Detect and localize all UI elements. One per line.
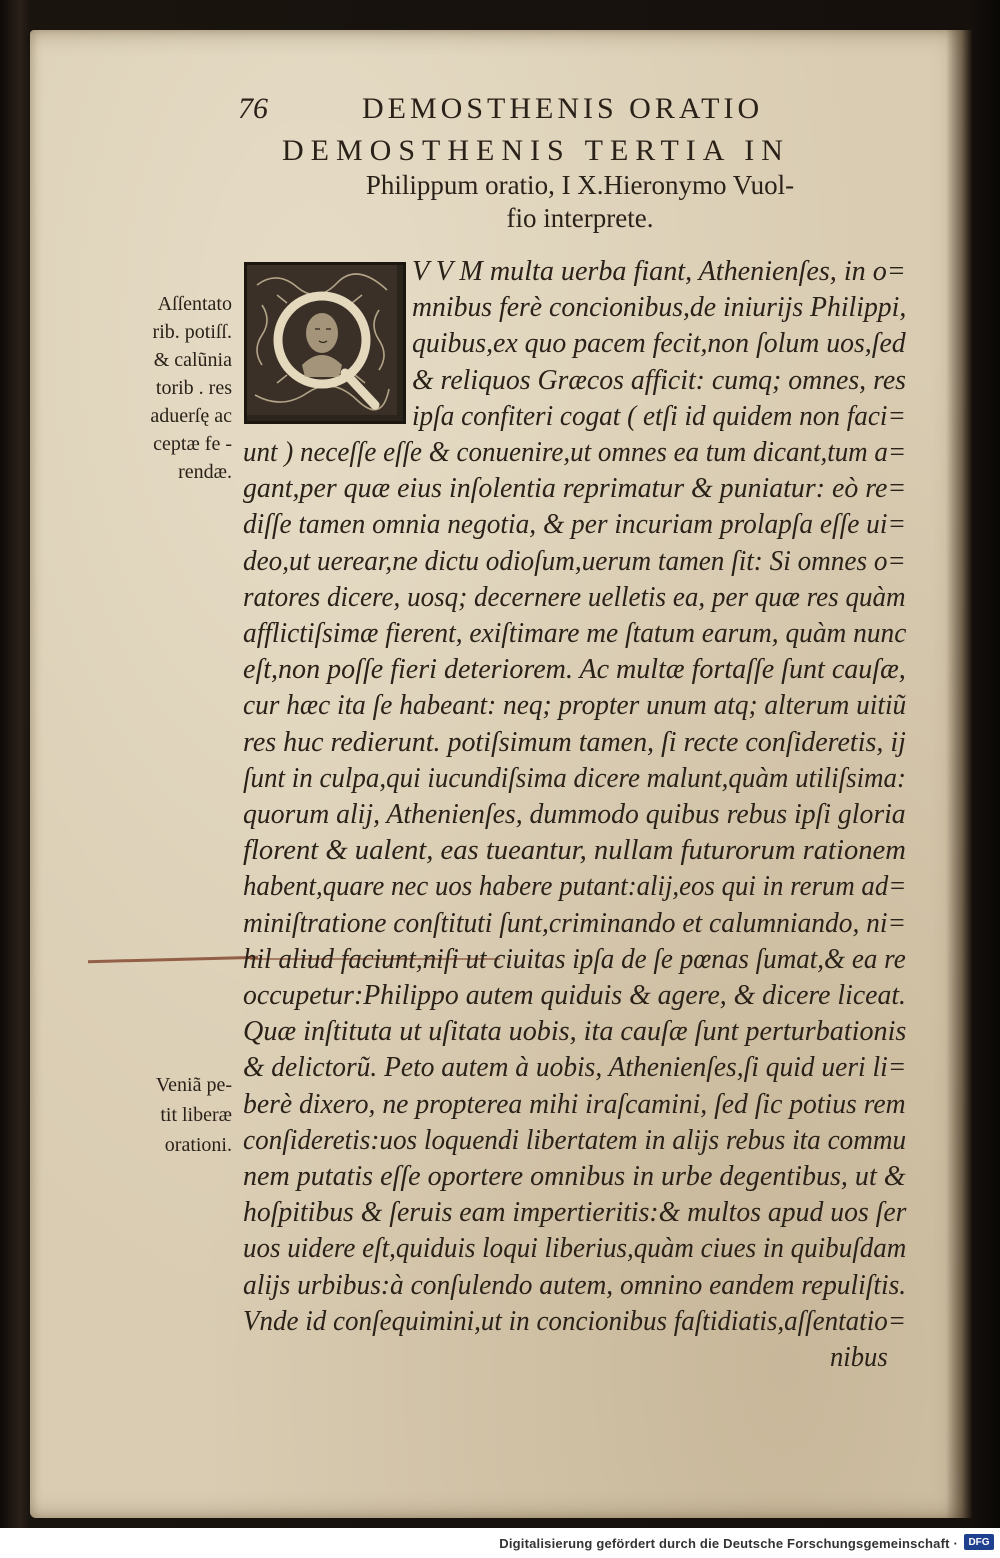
text-line: diſſe tamen omnia negotia, & per incuriam prolapſa eſſe ui=	[243, 509, 906, 541]
page-gutter-shadow	[946, 30, 972, 1518]
margin-note-line: rendæ.	[178, 461, 232, 483]
text-line: conſideretis:uos loquendi libertatem in alijs rebus ita commu	[243, 1124, 907, 1156]
text-line: & delictorũ. Peto autem à uobis, Athenienſes,ſi quid ueri li=	[243, 1052, 907, 1084]
margin-note-line: & calũnia	[153, 349, 232, 371]
dfg-logo-icon: DFG	[964, 1534, 994, 1550]
margin-note-line: torib . res	[155, 377, 232, 399]
text-line: afflictiſsimæ fierent, exiſtimare me ſtatum earum, quàm nunc	[243, 618, 907, 649]
text-line: unt ) neceſſe eſſe & conuenire,ut omnes ea tum dicant,tum a=	[243, 437, 907, 468]
margin-note-line: orationi.	[164, 1134, 232, 1156]
margin-note-line: aduerſę ac	[150, 405, 232, 427]
text-line: nibus	[830, 1342, 888, 1373]
margin-note-line: Aſſentato	[157, 293, 232, 315]
oration-title-line-2: Philippum oratio, I X.Hieronymo Vuol-	[365, 170, 795, 200]
text-line: ipſa confiteri cogat ( etſi id quidem non faci=	[412, 400, 906, 432]
text-line: florent & ualent, eas tueantur, nullam futurorum rationem	[243, 835, 906, 867]
page-number: 76	[238, 92, 268, 125]
margin-note-line: tit liberæ	[160, 1104, 232, 1126]
text-line: & reliquos Græcos afficit: cumq; omnes, res	[412, 364, 906, 396]
text-line: Quæ inſtituta ut uſitata uobis, ita cauſæ ſunt perturbationis	[243, 1016, 907, 1048]
text-line: cur hæc ita ſe habeant: neq; propter unum atq; alterum uitiũ	[243, 690, 907, 722]
text-line: alijs urbibus:à conſulendo autem, omnino eandem repuliſtis.	[243, 1269, 907, 1301]
text-line: occupetur:Philippo autem quiduis & agere, & dicere liceat.	[243, 980, 906, 1011]
text-line: berè dixero, ne propterea mihi iraſcamini, ſed ſic potius rem	[243, 1088, 906, 1120]
text-line: ſunt in culpa,qui iucundiſsima dicere malunt,quàm utiliſsima:	[243, 762, 907, 794]
decorated-initial-q-icon	[244, 262, 406, 424]
text-line: miniſtratione conſtituti ſunt,criminando et calumniando, ni=	[243, 907, 907, 939]
text-line: gant,per quæ eius inſolentia reprimatur & puniatur: eò re=	[243, 473, 907, 505]
margin-note-free-speech	[100, 1070, 232, 1160]
text-line: mnibus ferè concionibus,de iniurijs Philippi,	[412, 292, 907, 324]
funding-credit: Digitalisierung gefördert durch die Deutsche Forschungsgemeinschaft ·	[499, 1536, 958, 1551]
text-line: ratores dicere, uosq; decernere uelletis ea, per quæ res quàm	[243, 581, 906, 613]
text-line: deo,ut uerear,ne dictu odioſum,uerum tamen ſit: Si omnes o=	[243, 545, 906, 577]
text-line: eſt,non poſſe fieri deteriorem. Ac multæ fortaſſe ſunt cauſæ,	[243, 654, 906, 686]
margin-note-line: rib. potiſſ.	[152, 321, 232, 343]
text-line: uos uidere eſt,quiduis loqui liberius,quàm ciues in quibuſdam	[243, 1233, 907, 1265]
oration-title-line-1: DEMOSTHENIS TERTIA IN	[282, 134, 790, 167]
text-line: V V M multa uerba fiant, Athenienſes, in o=	[412, 256, 906, 287]
text-line: hoſpitibus & ſeruis eam impertieritis:& multos apud uos ſer	[243, 1197, 907, 1229]
digitization-footer	[0, 1528, 1000, 1558]
text-line: nem putatis eſſe oportere omnibus in urbe degentibus, ut &	[243, 1161, 906, 1192]
running-head: DEMOSTHENIS ORATIO	[362, 92, 764, 125]
text-line: Vnde id conſequimini,ut in concionibus faſtidiatis,aſſentatio=	[243, 1305, 906, 1337]
oration-title-line-3: fio interprete.	[506, 203, 654, 233]
text-line: quorum alij, Athenienſes, dummodo quibus rebus ipſi gloria	[243, 799, 906, 830]
text-line: hil aliud faciunt,niſi ut ciuitas ipſa de ſe pœnas ſumat,& ea re	[243, 943, 906, 975]
text-line: habent,quare nec uos habere putant:alij,eos qui in rerum ad=	[243, 871, 907, 903]
margin-note-flattery	[100, 290, 232, 486]
text-line: res huc redierunt. potiſsimum tamen, ſi recte conſideretis, ij	[243, 726, 906, 758]
margin-note-line: ceptæ fe -	[153, 433, 232, 455]
text-line: quibus,ex quo pacem fecit,non ſolum uos,ſed	[412, 328, 906, 360]
margin-note-line: Veniã pe-	[155, 1074, 232, 1096]
